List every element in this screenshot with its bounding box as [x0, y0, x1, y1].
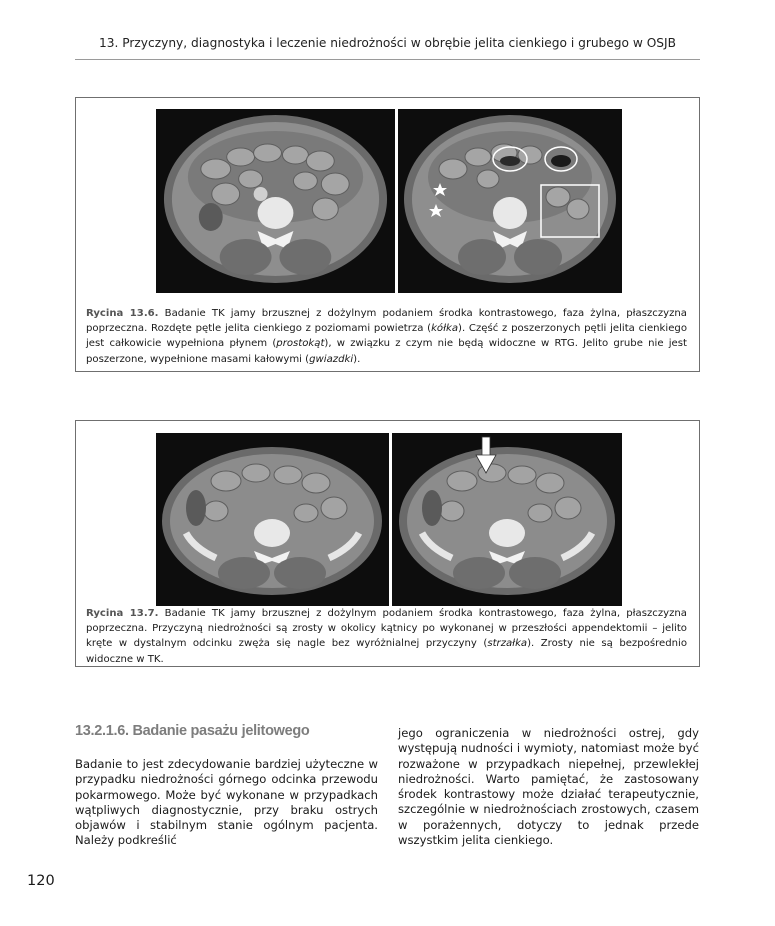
figure-13-7: [75, 420, 700, 667]
body-text-right-column: jego ograniczenia w niedrożności ostrej, gdy występują nudności i wymioty, natomiast może być rozważone w przypadkach niepełnej, przewlekłej niedrożności. Warto pamiętać, że zastosowany środek kontrastowy może działać terapeutycznie, szczególnie w niedrożnościach zrostowych, czasem w porażennych, dotyczy to jednak przede wszystkim jelita cienkiego.: [398, 726, 699, 848]
figure-caption: Rycina 13.7. Badanie TK jamy brzusznej z dożylnym podaniem środka kontrastowego, faza żylna, płaszczyzna poprzeczna. Przyczyną niedrożności są zrosty w okolicy kątnicy po wykonanej w przeszłości appendektomii – jelito kręte w dystalnym odcinku zwęża się nagle bez wyróżnialnej przyczyny (strzałka). Zrosty nie są bezpośrednio widoczne w TK.: [86, 608, 687, 665]
running-head: 13. Przyczyny, diagnostyka i leczenie niedrożności w obrębie jelita cienkiego i grubego w OSJB: [99, 36, 676, 50]
figure-label: Rycina 13.6.: [86, 308, 159, 319]
figure-13-6: [75, 97, 700, 372]
ct-scan-image-annotated: [398, 109, 622, 293]
page-number: 120: [27, 873, 55, 889]
body-text-left-column: Badanie to jest zdecydowanie bardziej użyteczne w przypadku niedrożności górnego odcinka przewodu pokarmowego. Może być wykonane w przypadkach wątpliwych diagnostycznie, przy braku ostrych objawów i stabilnym stanie ogólnym pacjenta. Należy podkreślić: [75, 757, 378, 848]
ct-scan-image: [156, 433, 389, 606]
figure-caption: Rycina 13.6. Badanie TK jamy brzusznej z dożylnym podaniem środka kontrastowego, faza żylna, płaszczyzna poprzeczna. Rozdęte pętle jelita cienkiego z poziomami powietrza (kółka). Część z poszerzonych pętli jelita cienkiego jest całkowicie wypełniona płynem (prostokąt), w związku z czym nie będą widoczne w RTG. Jelito grube nie jest poszerzone, wypełnione masami kałowymi (gwiazdki).: [86, 308, 687, 365]
ct-scan-image: [156, 109, 395, 293]
ct-scan-image-annotated: [392, 433, 622, 606]
figure-label: Rycina 13.7.: [86, 608, 159, 619]
section-heading: 13.2.1.6. Badanie pasażu jelitowego: [75, 723, 310, 739]
header-divider: [75, 59, 700, 60]
